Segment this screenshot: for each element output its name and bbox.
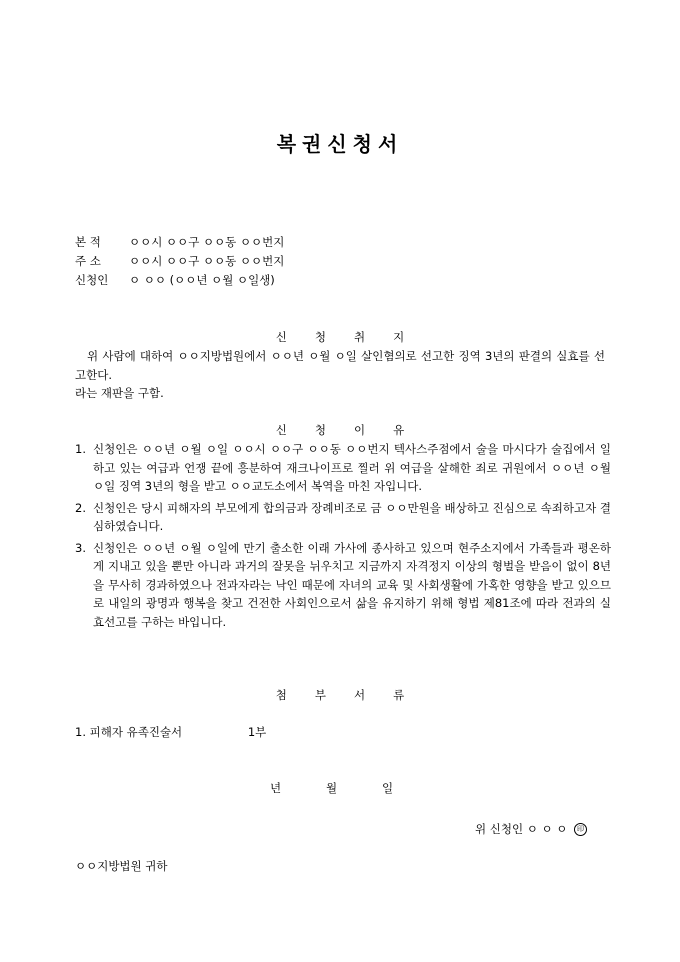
document-title: 복권신청서 <box>276 132 404 156</box>
reason-text: 신청인은 당시 피해자의 부모에게 합의금과 장례비조로 금 ㅇㅇ만원을 배상하고 진심으로 속죄하고자 결심하였습니다. <box>93 500 611 533</box>
date-year: 년 <box>270 781 282 795</box>
attachments-heading-char: 서 <box>354 688 366 702</box>
reason-text: 신청인은 ㅇㅇ년 ㅇ월 ㅇ일에 만기 출소한 이래 가사에 종사하고 있으며 현주소지에서 가족들과 평온하게 지내고 있을 뿐만 아니라 과거의 잘못을 뉘우치고 지금까지 자격정지 이상의 형벌을 받음이 없이 8년을 무사히 경과하였으나 전과자라는 낙인 때문에 자녀의 교육 및 사회생활에 가혹한 영향을 받고 있으므로 내일의 광명과 행복을 찾고 건전한 사회인으로서 삶을 유지하기 위해 형법 제81조에 따라 전과의 실효선고를 구하는 바입니다. <box>93 540 611 629</box>
applicant-label: 신청인 <box>75 273 109 287</box>
applicant-value: ㅇ ㅇㅇ (ㅇㅇ년 ㅇ월 ㅇ일생) <box>129 273 275 287</box>
attachments-heading-char: 첨 <box>275 688 287 702</box>
domicile-label: 본 적 <box>75 235 101 249</box>
attachment-count: 1부 <box>247 725 267 739</box>
seal-icon: 印 <box>574 823 587 836</box>
reasons-heading-char: 청 <box>314 423 326 437</box>
date-month: 월 <box>326 781 338 795</box>
attachment-item <box>75 724 266 740</box>
reasons-heading-char: 신 <box>275 423 287 437</box>
signer-name: ㅇ ㅇ ㅇ <box>526 822 568 836</box>
attachments-heading-char: 부 <box>314 688 326 702</box>
address-label: 주 소 <box>75 254 101 268</box>
reason-item <box>75 539 611 632</box>
reasons-list <box>75 440 611 634</box>
domicile-value: ㅇㅇ시 ㅇㅇ구 ㅇㅇ동 ㅇㅇ번지 <box>129 235 285 249</box>
address-value: ㅇㅇ시 ㅇㅇ구 ㅇㅇ동 ㅇㅇ번지 <box>129 254 285 268</box>
purpose-heading <box>0 329 680 345</box>
attachments-heading-char: 류 <box>393 688 405 702</box>
purpose-heading-char: 청 <box>314 330 326 344</box>
purpose-body: 위 사람에 대하여 ㅇㅇ지방법원에서 ㅇㅇ년 ㅇ월 ㅇ일 살인혐의로 선고한 징역 3년의 판결의 실효를 선고한다. <box>75 349 605 382</box>
applicant-row <box>75 271 275 290</box>
date-line <box>270 780 438 796</box>
reasons-heading-char: 유 <box>393 423 405 437</box>
date-day: 일 <box>382 781 394 795</box>
attachment-number: 1. <box>75 725 86 739</box>
address-row <box>75 252 284 271</box>
court-addressee: ㅇㅇ지방법원 귀하 <box>75 859 168 873</box>
reason-text: 신청인은 ㅇㅇ년 ㅇ월 ㅇ일 ㅇㅇ시 ㅇㅇ구 ㅇㅇ동 ㅇㅇ번지 텍사스주점에서 술을 마시다가 술집에서 일하고 있는 여급과 언쟁 끝에 흥분하여 재크나이프로 찔러 위 여급을 살해한 죄로 귀원에서 ㅇㅇ년 ㅇ월 ㅇ일 징역 3년의 형을 받고 ㅇㅇ교도소에서 복역을 마친 자입니다. <box>93 442 611 493</box>
signer-line <box>475 821 587 837</box>
purpose-heading-char: 신 <box>275 330 287 344</box>
reason-item <box>75 440 611 496</box>
reason-item <box>75 499 611 536</box>
signer-label: 위 신청인 <box>475 822 524 836</box>
purpose-heading-char: 지 <box>393 330 405 344</box>
reasons-heading-char: 이 <box>354 423 366 437</box>
domicile-row <box>75 233 284 252</box>
reason-number: 1. <box>75 442 86 456</box>
reasons-heading <box>0 422 680 438</box>
reason-number: 2. <box>75 500 86 515</box>
attachments-heading <box>0 687 680 703</box>
purpose-closing: 라는 재판을 구함. <box>75 386 164 400</box>
attachment-name: 피해자 유족진술서 <box>89 725 183 739</box>
reason-number: 3. <box>75 540 86 555</box>
purpose-heading-char: 취 <box>354 330 366 344</box>
